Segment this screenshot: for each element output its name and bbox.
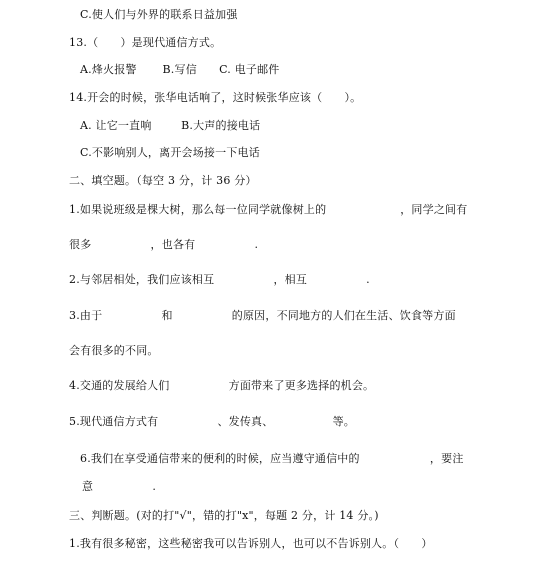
fill-4: 4.交通的发展给人们 方面带来了更多选择的机会。 bbox=[69, 379, 375, 392]
options-14-ab: A. 让它一直响 B.大声的接电话 bbox=[80, 119, 261, 132]
option-c-12: C.使人们与外界的联系日益加强 bbox=[80, 8, 238, 21]
fill-2: 2.与邻居相处，我们应该相互 ，相互 . bbox=[69, 273, 370, 286]
fill-1-part-2: 很多 ，也各有 . bbox=[69, 238, 259, 251]
fill-6-part-1: 6.我们在享受通信带来的便利的时候，应当遵守通信中的 ，要注 bbox=[80, 452, 464, 465]
fill-6-part-2: 意 . bbox=[82, 480, 157, 493]
fill-1-part-1: 1.如果说班级是棵大树，那么每一位同学就像树上的 ，同学之间有 bbox=[69, 203, 468, 216]
question-13: 13.（ ）是现代通信方式。 bbox=[69, 36, 222, 49]
fill-5: 5.现代通信方式有 、发传真、 等。 bbox=[69, 415, 355, 428]
section-fill-blank: 二、填空题。（每空 3 分，计 36 分） bbox=[69, 174, 257, 187]
fill-3-part-2: 会有很多的不同。 bbox=[69, 344, 159, 357]
question-14: 14.开会的时候，张华电话响了，这时候张华应该（ ）。 bbox=[69, 91, 362, 104]
true-false-1: 1.我有很多秘密，这些秘密我可以告诉别人，也可以不告诉别人。（ ） bbox=[69, 537, 433, 550]
option-14-c: C.不影响别人，离开会场接一下电话 bbox=[80, 146, 260, 159]
fill-3-part-1: 3.由于 和 的原因，不同地方的人们在生活、饮食等方面 bbox=[69, 309, 456, 322]
section-true-false: 三、判断题。(对的打"√"，错的打"x"，每题 2 分，计 14 分。) bbox=[69, 509, 379, 522]
options-13: A.烽火报警 B.写信 C. 电子邮件 bbox=[80, 63, 280, 76]
